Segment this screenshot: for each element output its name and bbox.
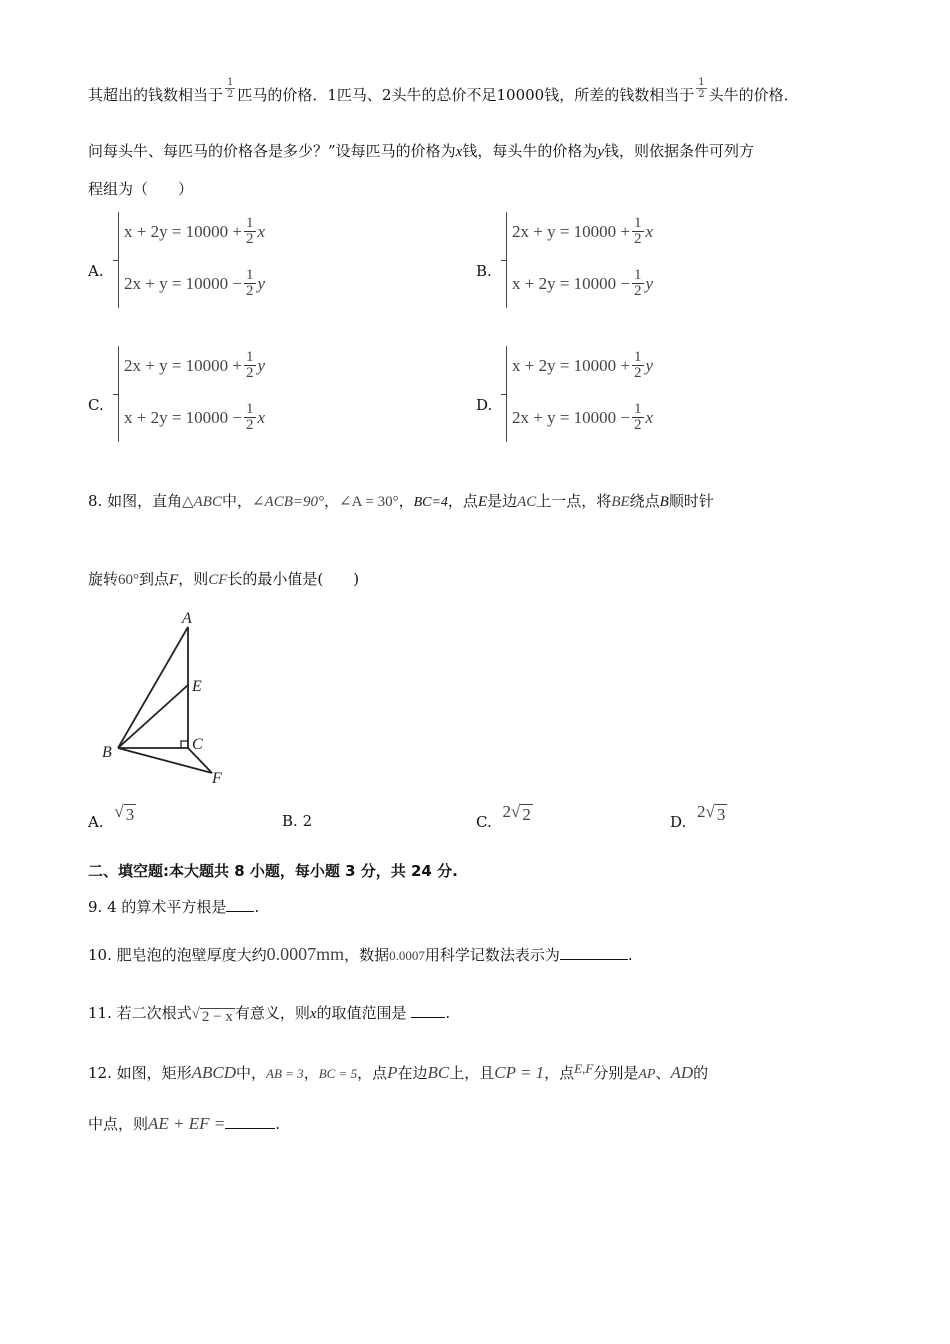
q10: 10. 肥皂泡的泡壁厚度大约0.0007mm，数据0.0007用科学记数法表示为 . [88, 944, 633, 964]
q7-option-d-label[interactable]: D. [476, 396, 493, 414]
q8-option-d[interactable]: D. 2 √ 3 [670, 802, 726, 831]
q7-option-a-eq1: x + 2y = 10000 + $\frac{1}{2}$ x [124, 215, 266, 247]
q8-option-c[interactable]: C. 2 √ 2 [476, 802, 531, 831]
right-angle-mark [181, 741, 188, 748]
sqrt: 2 √ 2 [502, 802, 531, 824]
q7-line2: 问每头牛、每匹马的价格各是多少？”设每匹马的价格为x钱，每头牛的价格为y钱，则依据条件可列方 [88, 142, 755, 160]
q7-option-c-eq1: 2x + y = 10000 + $\frac{1}{2}$ y [124, 349, 266, 381]
q8-option-b[interactable]: B. 2 [282, 812, 313, 830]
q8-line1: 8. 如图，直角△ABC中，∠ACB=90°，∠A = 30°，BC=4，点E是边AC上一点，将BE绕点B顺时针 [88, 492, 714, 510]
brace [118, 212, 119, 308]
brace [118, 346, 119, 442]
answer-blank[interactable] [560, 945, 628, 960]
brace [506, 346, 507, 442]
q7-option-d-eq2: 2x + y = 10000 − $\frac{1}{2}$ x [512, 401, 654, 433]
fraction: $\frac{1}{2}$ [698, 76, 705, 100]
section-2-title: 二、填空题:本大题共 8 小题，每小题 3 分，共 24 分. [88, 862, 458, 880]
q7-option-d-eq1: x + 2y = 10000 + $\frac{1}{2}$ y [512, 349, 654, 381]
q7-option-b-eq2: x + 2y = 10000 − $\frac{1}{2}$ y [512, 267, 654, 299]
sqrt: √ 3 [114, 802, 135, 824]
segment-ab [118, 627, 188, 748]
q8-triangle-figure [90, 605, 250, 790]
answer-blank[interactable] [226, 897, 254, 912]
q12-line2: 中点，则AE + EF = . [88, 1114, 281, 1133]
label-b: B [102, 744, 112, 761]
fraction: $\frac{1}{2}$ [227, 76, 234, 100]
q8-line2: 旋转60°到点F，则CF长的最小值是( ) [88, 570, 360, 588]
q7-option-b-label[interactable]: B. [476, 262, 492, 280]
q7-line3: 程组为（ ） [88, 180, 194, 198]
q7-option-c-eq2: x + 2y = 10000 − $\frac{1}{2}$ x [124, 401, 266, 433]
q8-option-a[interactable]: A. √ 3 [88, 802, 135, 831]
q7-line1-b: 匹马的价格．1匹马、2头牛的总价不足10000钱，所差的钱数相当于 [237, 86, 695, 104]
answer-blank[interactable] [225, 1114, 275, 1129]
q9: 9. 4 的算术平方根是 . [88, 898, 260, 916]
q12-line1: 12. 如图，矩形ABCD中，AB = 3，BC = 5，点P在边BC上，且CP = 1，点E,F分别是AP、AD的 [88, 1061, 709, 1082]
label-e: E [192, 678, 202, 695]
segment-be [118, 685, 188, 748]
q11: 11. 若二次根式 √ 2 − x 有意义，则x的取值范围是 . [88, 1004, 451, 1025]
q7-option-a-label[interactable]: A. [88, 262, 104, 280]
sqrt: √ 2 − x [191, 1006, 233, 1025]
q7-option-b-eq1: 2x + y = 10000 + $\frac{1}{2}$ x [512, 215, 654, 247]
label-a: A [182, 610, 192, 627]
label-c: C [192, 736, 203, 753]
q7-option-a-eq2: 2x + y = 10000 − $\frac{1}{2}$ y [124, 267, 266, 299]
q7-option-c-label[interactable]: C. [88, 396, 104, 414]
q7-line1 [88, 76, 799, 108]
brace [506, 212, 507, 308]
label-f: F [212, 770, 222, 787]
q7-line1-c: 头牛的价格． [708, 86, 799, 104]
sqrt: 2 √ 3 [697, 802, 726, 824]
q7-line1-a: 其超出的钱数相当于 [88, 86, 224, 104]
answer-blank[interactable] [411, 1003, 445, 1018]
